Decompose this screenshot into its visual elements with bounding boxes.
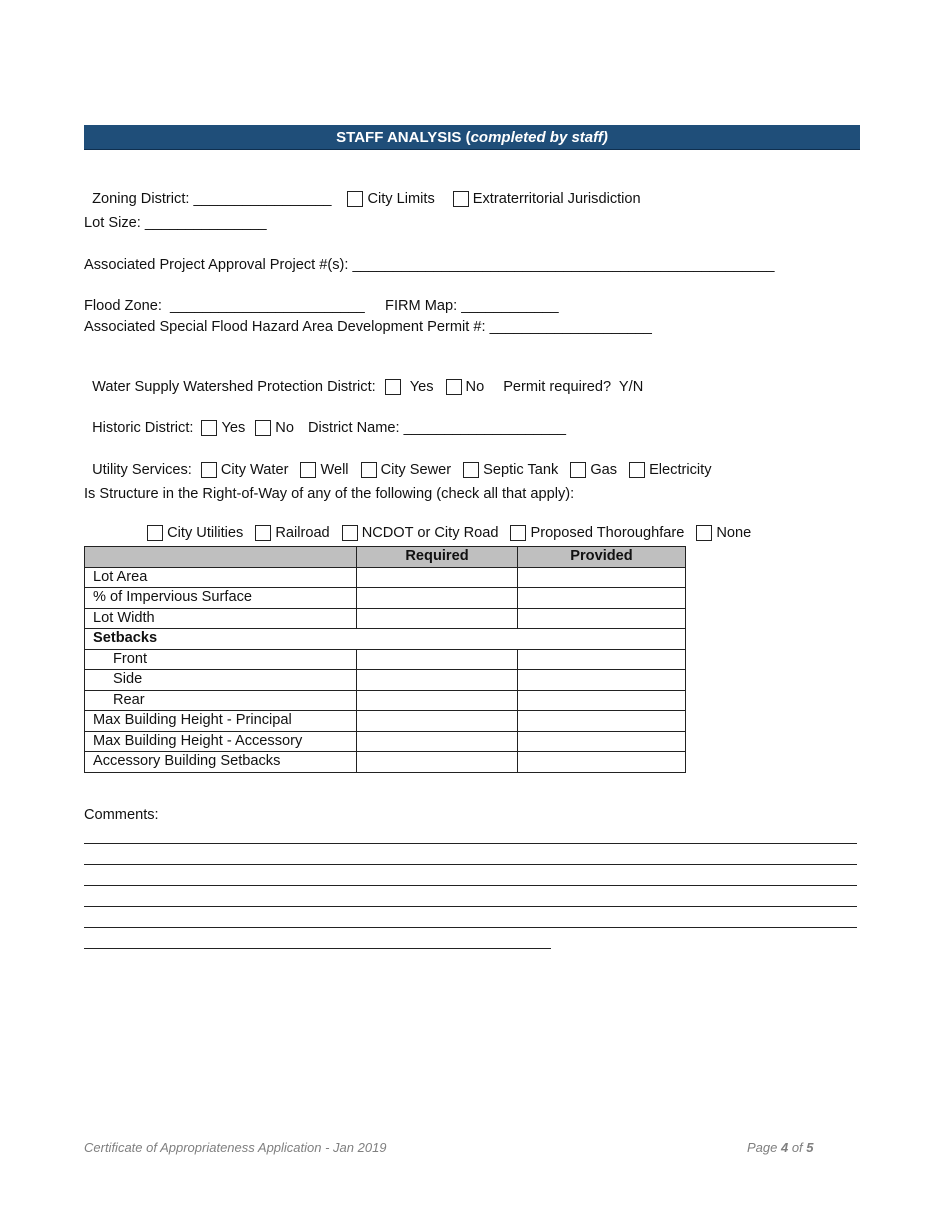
- city-water-checkbox[interactable]: [201, 462, 217, 478]
- row-label-height-principal: Max Building Height - Principal: [85, 711, 357, 732]
- lot-area-provided-cell[interactable]: [518, 567, 686, 588]
- proposed-thoroughfare-checkbox[interactable]: [510, 525, 526, 541]
- city-utilities-label: City Utilities: [167, 525, 244, 541]
- etj-label: Extraterritorial Jurisdiction: [472, 191, 641, 207]
- permit-required-label: Permit required? Y/N: [503, 379, 644, 395]
- row-label-lot-area: Lot Area: [85, 567, 357, 588]
- historic-yes-checkbox[interactable]: [201, 420, 217, 436]
- height-principal-provided-cell[interactable]: [518, 711, 686, 732]
- section-banner: [84, 125, 860, 150]
- comment-line[interactable]: [84, 864, 857, 865]
- historic-row: [84, 401, 566, 437]
- city-limits-checkbox[interactable]: [347, 191, 363, 207]
- comment-line[interactable]: [84, 885, 857, 886]
- impervious-required-cell[interactable]: [357, 588, 518, 609]
- historic-label: Historic District:: [92, 420, 194, 436]
- ncdot-road-label: NCDOT or City Road: [361, 525, 499, 541]
- zoning-district-field[interactable]: Zoning District: _________________: [92, 191, 332, 207]
- lot-width-required-cell[interactable]: [357, 608, 518, 629]
- page-current: 4: [780, 1140, 789, 1155]
- ncdot-road-checkbox[interactable]: [342, 525, 358, 541]
- row-label-front: Front: [85, 649, 357, 670]
- historic-yes-label: Yes: [221, 420, 246, 436]
- gas-checkbox[interactable]: [570, 462, 586, 478]
- front-provided-cell[interactable]: [518, 649, 686, 670]
- height-accessory-required-cell[interactable]: [357, 731, 518, 752]
- district-name-field[interactable]: District Name: ____________________: [307, 420, 566, 436]
- page-total: 5: [806, 1140, 814, 1155]
- table-row: [85, 608, 686, 629]
- accessory-setbacks-provided-cell[interactable]: [518, 752, 686, 773]
- table-row: [85, 588, 686, 609]
- table-header-required: Required: [357, 547, 518, 568]
- side-required-cell[interactable]: [357, 670, 518, 691]
- table-row: [85, 690, 686, 711]
- utility-row: [84, 443, 712, 479]
- page-prefix: Page: [747, 1140, 781, 1155]
- banner-title: STAFF ANALYSIS (: [336, 129, 471, 146]
- well-label: Well: [320, 462, 349, 478]
- lot-area-required-cell[interactable]: [357, 567, 518, 588]
- watershed-yes-checkbox[interactable]: [385, 379, 401, 395]
- well-checkbox[interactable]: [300, 462, 316, 478]
- requirements-table: [84, 546, 686, 773]
- watershed-label: Water Supply Watershed Protection District:: [92, 379, 376, 395]
- row-label-lot-width: Lot Width: [85, 608, 357, 629]
- city-limits-label: City Limits: [367, 191, 435, 207]
- row-label-rear: Rear: [85, 690, 357, 711]
- comments-label: Comments:: [84, 807, 159, 823]
- watershed-no-checkbox[interactable]: [446, 379, 462, 395]
- row-label-setbacks: Setbacks: [85, 629, 686, 650]
- row-label-impervious: % of Impervious Surface: [85, 588, 357, 609]
- table-row: [85, 649, 686, 670]
- side-provided-cell[interactable]: [518, 670, 686, 691]
- electricity-label: Electricity: [649, 462, 712, 478]
- city-utilities-checkbox[interactable]: [147, 525, 163, 541]
- rear-required-cell[interactable]: [357, 690, 518, 711]
- watershed-no-label: No: [465, 379, 485, 395]
- table-row: [85, 711, 686, 732]
- flood-zone-field[interactable]: Flood Zone: ________________________ FIRM Map: ____________: [84, 298, 559, 314]
- electricity-checkbox[interactable]: [629, 462, 645, 478]
- table-header-blank: [85, 547, 357, 568]
- historic-no-label: No: [275, 420, 294, 436]
- height-principal-required-cell[interactable]: [357, 711, 518, 732]
- none-checkbox[interactable]: [696, 525, 712, 541]
- none-label: None: [716, 525, 752, 541]
- lot-width-provided-cell[interactable]: [518, 608, 686, 629]
- table-row: [85, 567, 686, 588]
- table-row: [85, 752, 686, 773]
- row-label-side: Side: [85, 670, 357, 691]
- row-label-accessory-setbacks: Accessory Building Setbacks: [85, 752, 357, 773]
- table-row: [85, 629, 686, 650]
- septic-tank-checkbox[interactable]: [463, 462, 479, 478]
- watershed-yes-label: Yes: [409, 379, 434, 395]
- project-number-field[interactable]: Associated Project Approval Project #(s): ____________________________________________________: [84, 257, 775, 273]
- lot-size-field[interactable]: Lot Size: _______________: [84, 215, 267, 231]
- railroad-label: Railroad: [275, 525, 330, 541]
- accessory-setbacks-required-cell[interactable]: [357, 752, 518, 773]
- table-header-row: [85, 547, 686, 568]
- etj-checkbox[interactable]: [453, 191, 469, 207]
- table-row: [85, 731, 686, 752]
- comment-line[interactable]: [84, 906, 857, 907]
- banner-subtitle: completed by staff): [470, 129, 608, 146]
- utility-label: Utility Services:: [92, 462, 192, 478]
- railroad-checkbox[interactable]: [255, 525, 271, 541]
- row-label-height-accessory: Max Building Height - Accessory: [85, 731, 357, 752]
- gas-label: Gas: [590, 462, 618, 478]
- city-sewer-label: City Sewer: [380, 462, 452, 478]
- rear-provided-cell[interactable]: [518, 690, 686, 711]
- city-sewer-checkbox[interactable]: [361, 462, 377, 478]
- comment-line[interactable]: [84, 843, 857, 844]
- height-accessory-provided-cell[interactable]: [518, 731, 686, 752]
- front-required-cell[interactable]: [357, 649, 518, 670]
- septic-tank-label: Septic Tank: [483, 462, 559, 478]
- table-row: [85, 670, 686, 691]
- table-header-provided: Provided: [518, 547, 686, 568]
- watershed-row: [84, 360, 643, 396]
- proposed-thoroughfare-label: Proposed Thoroughfare: [530, 525, 685, 541]
- footer-document-title: Certificate of Appropriateness Application - Jan 2019: [84, 1140, 387, 1155]
- zoning-row: [84, 172, 641, 208]
- historic-no-checkbox[interactable]: [255, 420, 271, 436]
- right-of-way-options: [139, 506, 751, 542]
- impervious-provided-cell[interactable]: [518, 588, 686, 609]
- right-of-way-question: Is Structure in the Right-of-Way of any of the following (check all that apply):: [84, 486, 575, 502]
- page-of: of: [788, 1140, 807, 1155]
- comment-line[interactable]: [84, 927, 857, 928]
- flood-permit-field[interactable]: Associated Special Flood Hazard Area Development Permit #: ____________________: [84, 319, 652, 335]
- footer-page-number: [747, 1140, 814, 1155]
- city-water-label: City Water: [220, 462, 289, 478]
- comment-line[interactable]: [84, 948, 551, 949]
